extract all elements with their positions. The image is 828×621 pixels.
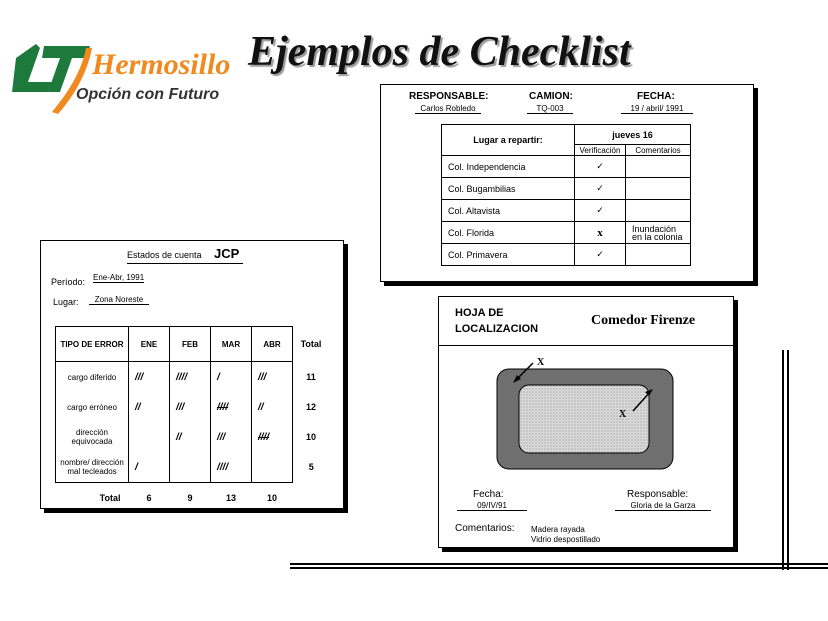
comment-cell	[626, 156, 691, 178]
decorative-line	[782, 350, 784, 570]
total-header: Total	[300, 339, 322, 349]
fecha-label: FECHA:	[637, 91, 675, 102]
tally-marks: ////	[211, 452, 252, 483]
restaurant-name: Comedor Firenze	[591, 313, 696, 328]
decorative-line	[290, 567, 828, 569]
error-type: cargo erróneo	[56, 392, 129, 422]
comment-cell	[626, 244, 691, 266]
tally-marks: //	[129, 392, 170, 422]
comments-header: Comentarios	[626, 145, 691, 156]
logo	[12, 38, 231, 118]
decorative-line	[290, 563, 828, 565]
comment-cell: Inundación en la colonia	[626, 222, 691, 244]
place-cell: Col. Primavera	[442, 244, 575, 266]
accounts-title-prefix: Estados de cuenta	[127, 250, 202, 260]
responsable-value: Gloria de la Garza	[615, 501, 711, 511]
accounts-title-code: JCP	[214, 246, 240, 261]
day-header: jueves 16	[575, 125, 691, 145]
month-total: 6	[146, 493, 152, 503]
error-type: nombre/ dirección mal tecleados	[56, 452, 129, 483]
month-header: FEB	[170, 327, 211, 362]
place-cell: Col. Bugambilias	[442, 178, 575, 200]
place-label: Lugar:	[53, 297, 79, 307]
camion-label: CAMION:	[529, 91, 573, 102]
tally-marks: ///	[170, 392, 211, 422]
cross-icon: x	[575, 222, 626, 244]
tally-marks	[129, 422, 170, 452]
table-diagram-icon	[493, 361, 679, 473]
comment-cell	[626, 200, 691, 222]
row-total: 11	[306, 371, 316, 382]
verification-header: Verificación	[575, 145, 626, 156]
accounts-checklist-card	[40, 240, 344, 509]
table-row	[56, 392, 330, 422]
tally-marks: ///	[211, 422, 252, 452]
footer-total-label: Total	[99, 493, 121, 503]
defect-marker-1: X	[537, 357, 545, 368]
decorative-line	[787, 350, 789, 570]
tally-marks	[252, 452, 293, 483]
page-title: Ejemplos de Checklist	[248, 29, 631, 75]
tally-marks: ///	[129, 362, 170, 393]
location-title	[455, 305, 538, 337]
tally-marks: ////	[211, 392, 252, 422]
table-row	[442, 200, 691, 222]
delivery-table	[441, 124, 691, 266]
logo-brand-text: Hermosillo	[92, 48, 231, 81]
table-row	[442, 222, 691, 244]
row-total: 10	[305, 432, 316, 442]
check-icon: ✓	[575, 156, 626, 178]
row-total: 5	[308, 462, 314, 473]
error-type: dirección equivocada	[56, 422, 129, 452]
fecha-value: 09/IV/91	[457, 501, 527, 511]
responsable-label: Responsable:	[627, 489, 689, 500]
month-total: 9	[187, 493, 193, 503]
tally-marks	[170, 452, 211, 483]
period-label: Período:	[51, 277, 86, 287]
tally-marks: /	[129, 452, 170, 483]
tally-marks: ///	[252, 362, 293, 393]
defect-marker-2: X	[619, 409, 627, 420]
check-icon: ✓	[575, 200, 626, 222]
location-title-line1: HOJA DE	[455, 307, 504, 319]
fecha-value: 19 / abril/ 1991	[621, 104, 693, 114]
row-total: 12	[305, 402, 316, 412]
tally-marks: //	[170, 422, 211, 452]
tally-marks: /	[211, 362, 252, 393]
location-title-line2: LOCALIZACION	[455, 323, 539, 335]
delivery-checklist-card	[380, 84, 754, 282]
responsable-value: Carlos Robledo	[415, 104, 481, 114]
comments-label: Comentarios:	[455, 523, 515, 534]
place-value: Zona Noreste	[89, 295, 149, 305]
comments-list	[531, 525, 600, 545]
comment-item: Madera rayada	[531, 525, 585, 534]
logo-mark-icon	[12, 38, 231, 118]
responsable-label: RESPONSABLE:	[409, 91, 489, 102]
period-value: Ene-Abr, 1991	[93, 273, 145, 282]
check-icon: ✓	[575, 244, 626, 266]
comment-cell	[626, 178, 691, 200]
camion-value: TQ-003	[527, 104, 573, 114]
table-row	[442, 178, 691, 200]
totals-row	[56, 483, 330, 514]
accounts-title	[127, 245, 243, 264]
table-row	[56, 362, 330, 393]
error-type: cargo diferido	[56, 362, 129, 393]
place-cell: Col. Altavista	[442, 200, 575, 222]
place-header: Lugar a repartir:	[442, 125, 575, 156]
divider	[439, 345, 733, 346]
tally-marks: //	[252, 392, 293, 422]
check-icon: ✓	[575, 178, 626, 200]
place-cell: Col. Florida	[442, 222, 575, 244]
location-sheet-card	[438, 296, 734, 548]
table-row	[56, 452, 330, 483]
table-row	[442, 244, 691, 266]
errors-table	[55, 326, 330, 513]
table-row	[56, 422, 330, 452]
tally-marks: ////	[252, 422, 293, 452]
fecha-label: Fecha:	[473, 489, 504, 500]
table-row	[442, 156, 691, 178]
month-header: ENE	[129, 327, 170, 362]
month-header: ABR	[252, 327, 293, 362]
comment-item: Vidrio despostillado	[531, 535, 601, 544]
month-total: 13	[225, 493, 236, 503]
month-total: 10	[266, 493, 277, 503]
tally-marks: ////	[170, 362, 211, 393]
logo-tagline: Opción con Futuro	[76, 86, 220, 103]
month-header: MAR	[211, 327, 252, 362]
place-cell: Col. Independencia	[442, 156, 575, 178]
type-header: TIPO DE ERROR	[56, 327, 129, 362]
